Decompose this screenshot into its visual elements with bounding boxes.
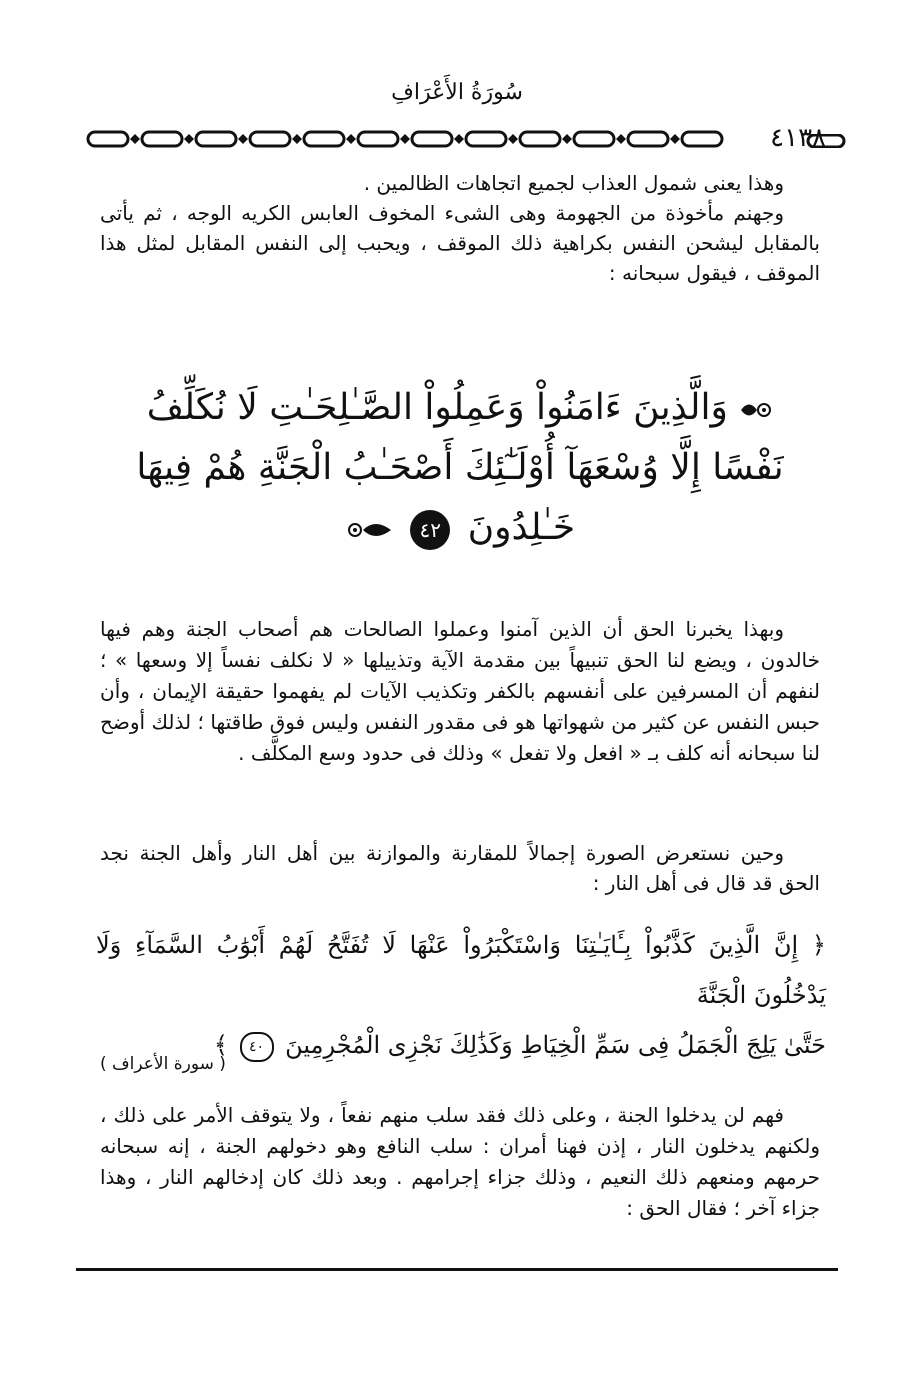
surah-title: سُورَةُ الأَعْرَافِ <box>391 80 523 105</box>
ayah-number-40: ٤٠ <box>240 1032 274 1062</box>
verse-42-line-2: نَفْسًا إِلَّا وُسْعَهَآ أُوْلَـٰٓئِكَ أَصْحَـٰبُ الْجَنَّةِ هُمْ فِيهَا <box>136 447 784 488</box>
verse-42-line-1 <box>100 378 820 438</box>
paragraph-1-line-1: وهذا يعنى شمول العذاب لجميع اتجاهات الظالمين . <box>363 171 784 195</box>
paragraph-4 <box>100 1100 820 1224</box>
verse-close-ornament-icon <box>345 515 393 545</box>
verse-40-close-bracket: ﴾ <box>213 1031 228 1059</box>
verse-40-text-2: حَتَّىٰ يَلِجَ الْجَمَلُ فِى سَمِّ الْخِيَاطِ وَكَذَٰلِكَ نَجْزِى الْمُجْرِمِينَ <box>285 1031 826 1059</box>
paragraph-2-text: وبهذا يخبرنا الحق أن الذين آمنوا وعملوا الصالحات هم أصحاب الجنة وهم فيها خالدون ، ويضع لنا الحق تنبيهاً بين مقدمة الآية وتذييلها « لا نكلف نفساً إلا وسعها » ؛ لنفهم أن المسرفين على أنفسهم بالكفر وتكذيب الآيات لم يفهموا حقيقة الإيمان ، وأن حبس النفس عن كثير من شهواتها هو فى مقدور النفس وليس فوق طاقتها ؛ لذلك أوضح لنا سبحانه أنه كلف بـ « افعل ولا تفعل » وذلك فى حدود وسع المكلَّف . <box>100 617 820 765</box>
verse-40 <box>96 920 826 1070</box>
ayah-number-42: ٤٢ <box>410 510 450 550</box>
surah-reference: ( سورة الأعراف ) <box>100 1054 226 1074</box>
paragraph-2 <box>100 614 820 769</box>
verse-42 <box>100 378 820 558</box>
paragraph-1-line-2: وجهنم مأخوذة من الجهومة وهى الشىء المخوف العابس الكريه الوجه ، ثم يأتى بالمقابل ليشحن النفس بكراهية ذلك الموقف ، ويحبب إلى النفس المقابل لمثل هذا الموقف ، فيقول سبحانه : <box>100 201 820 285</box>
footer-rule <box>76 1268 838 1271</box>
verse-open-ornament-icon <box>739 395 773 425</box>
header-ornament <box>86 126 726 152</box>
verse-42-text-1: وَالَّذِينَ ءَامَنُواْ وَعَمِلُواْ الصَّـٰلِحَـٰتِ لَا نُكَلِّفُ <box>146 387 728 428</box>
verse-40-line-1: ﴿ إِنَّ الَّذِينَ كَذَّبُواْ بِـَٔايَـٰتِنَا وَاسْتَكْبَرُواْ عَنْهَا لَا تُفَتَّحُ لَهُمْ أَبْوَٰبُ السَّمَآءِ وَلَا يَدْخُلُونَ الْجَنَّةَ <box>96 931 826 1009</box>
paragraph-1 <box>100 168 820 288</box>
verse-42-line-3 <box>100 498 820 558</box>
page-number: ٤١٣٨ <box>770 123 826 153</box>
verse-42-text-3: خَـٰلِدُونَ <box>467 507 576 548</box>
paragraph-4-text: فهم لن يدخلوا الجنة ، وعلى ذلك فقد سلب منهم نفعاً ، ولا يتوقف الأمر على ذلك ، ولكنهم يدخلون النار ، إذن فهنا أمران : سلب النافع وهو دخولهم الجنة ، إنه سبحانه حرمهم ومنعهم ذلك النعيم ، وذلك جزاء إجرامهم . وبعد ذلك كان إدخالهم النار ، وهذا جزاء آخر ؛ فقال الحق : <box>100 1103 820 1220</box>
paragraph-3 <box>100 838 820 898</box>
paragraph-3-text: وحين نستعرض الصورة إجمالاً للمقارنة والموازنة بين أهل النار وأهل الجنة نجد الحق قد قال فى أهل النار : <box>100 841 820 895</box>
